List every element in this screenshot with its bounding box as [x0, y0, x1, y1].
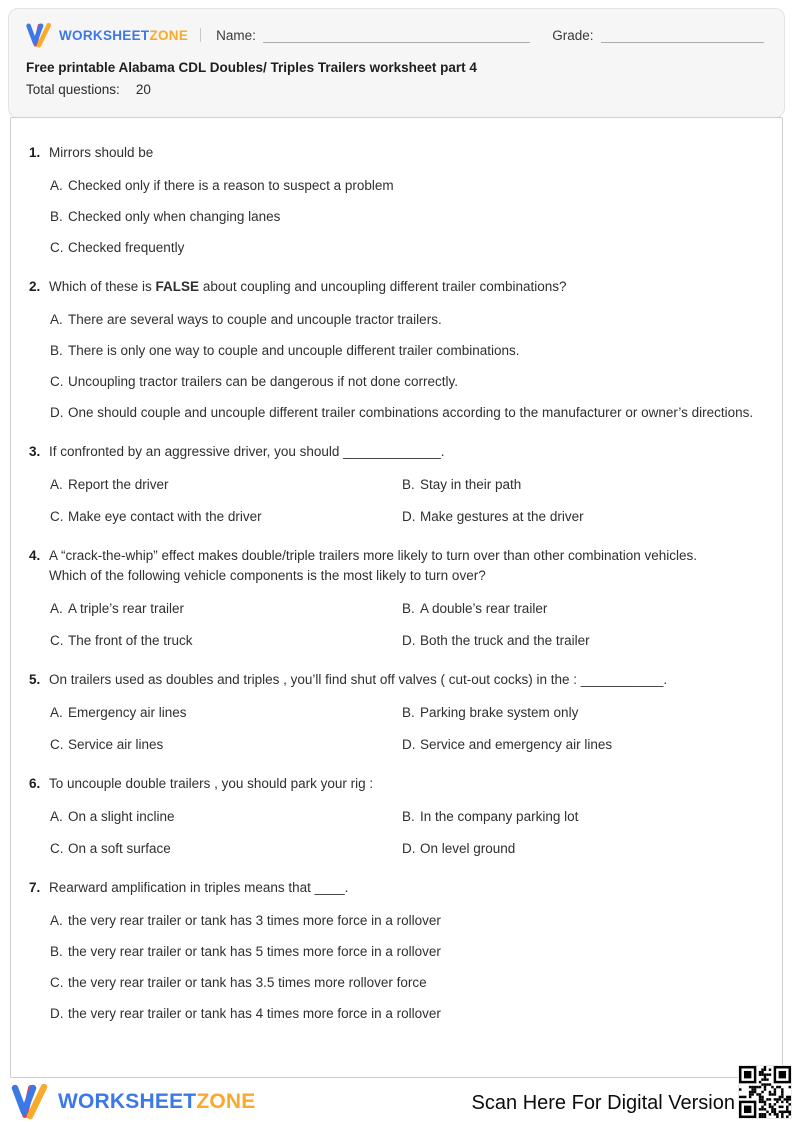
option-item	[402, 807, 764, 826]
header-card	[8, 8, 785, 118]
option-letter: D.	[402, 841, 416, 856]
option-text: A double’s rear trailer	[420, 601, 548, 616]
option-item	[50, 599, 402, 618]
option-letter: A.	[50, 477, 63, 492]
question-item	[29, 774, 764, 858]
option-text: Make eye contact with the driver	[68, 509, 262, 524]
option-item	[50, 238, 764, 257]
footer-logo-icon	[10, 1084, 50, 1120]
question-item	[29, 277, 764, 422]
option-item	[402, 703, 764, 722]
brand-worksheet-text: WORKSHEET	[58, 1090, 197, 1113]
option-item	[50, 475, 402, 494]
option-letter: B.	[50, 343, 63, 358]
options-list	[50, 807, 764, 858]
question-head	[29, 442, 764, 462]
total-questions	[26, 82, 764, 97]
option-text: There is only one way to couple and uncouple different trailer combinations.	[68, 343, 520, 358]
option-item	[50, 372, 764, 391]
question-text: A “crack-the-whip” effect makes double/triple trailers more likely to turn over than other combination vehicles. Which of the following vehicle components is the most likely to turn over?	[49, 548, 698, 583]
option-letter: B.	[402, 809, 415, 824]
question-item	[29, 442, 764, 526]
question-text: If confronted by an aggressive driver, you should _____________.	[49, 444, 445, 459]
options-list	[50, 475, 764, 526]
question-head	[29, 670, 764, 690]
question-number: 4.	[29, 548, 41, 563]
option-letter: D.	[402, 633, 416, 648]
option-item	[50, 507, 402, 526]
option-item	[50, 631, 402, 650]
brand-logo	[25, 23, 188, 48]
option-letter: B.	[50, 209, 63, 224]
option-text: the very rear trailer or tank has 3.5 times more rollover force	[68, 975, 427, 990]
option-letter: C.	[50, 841, 64, 856]
footer-brand-wordmark	[58, 1090, 255, 1114]
option-text: There are several ways to couple and uncouple tractor trailers.	[68, 312, 442, 327]
question-number: 5.	[29, 672, 41, 687]
grade-label: Grade:	[552, 27, 594, 43]
option-letter: A.	[50, 705, 63, 720]
option-text: the very rear trailer or tank has 5 times more force in a rollover	[68, 944, 441, 959]
total-questions-label: Total questions:	[26, 82, 120, 97]
question-text: Which of these is FALSE about coupling and uncoupling different trailer combinations?	[49, 279, 567, 294]
option-item	[402, 599, 764, 618]
option-text: Parking brake system only	[420, 705, 579, 720]
option-letter: A.	[50, 809, 63, 824]
option-text: Both the truck and the trailer	[420, 633, 590, 648]
option-text: Make gestures at the driver	[420, 509, 584, 524]
option-text: Stay in their path	[420, 477, 522, 492]
option-letter: C.	[50, 633, 64, 648]
option-letter: A.	[50, 913, 63, 928]
option-item	[50, 207, 764, 226]
option-text: The front of the truck	[68, 633, 193, 648]
option-item	[50, 703, 402, 722]
question-text: Mirrors should be	[49, 145, 154, 160]
questions-panel	[10, 117, 783, 1078]
option-item	[50, 735, 402, 754]
brand-worksheet-text: WORKSHEET	[59, 27, 150, 43]
option-item	[402, 735, 764, 754]
option-item	[50, 911, 764, 930]
option-text: On a soft surface	[68, 841, 171, 856]
option-item	[50, 403, 764, 422]
option-text: One should couple and uncouple different trailer combinations according to the manufacturer or owner’s directions.	[68, 405, 754, 420]
option-text: A triple’s rear trailer	[68, 601, 185, 616]
option-text: the very rear trailer or tank has 4 times more force in a rollover	[68, 1006, 441, 1021]
question-number: 1.	[29, 145, 41, 160]
option-text: Checked frequently	[68, 240, 185, 255]
option-text: Service and emergency air lines	[420, 737, 613, 752]
options-list	[50, 911, 764, 1023]
option-item	[402, 475, 764, 494]
question-item	[29, 143, 764, 257]
question-head	[29, 143, 764, 163]
option-item	[402, 839, 764, 858]
option-letter: D.	[50, 1006, 64, 1021]
question-number: 3.	[29, 444, 41, 459]
worksheet-title: Free printable Alabama CDL Doubles/ Triples Trailers worksheet part 4	[26, 60, 477, 75]
option-letter: B.	[402, 477, 415, 492]
option-item	[402, 631, 764, 650]
brand-wordmark	[59, 28, 188, 43]
option-item	[50, 1004, 764, 1023]
header-row	[25, 23, 764, 47]
option-text: On a slight incline	[68, 809, 175, 824]
option-text: On level ground	[420, 841, 516, 856]
question-text: On trailers used as doubles and triples , you’ll find shut off valves ( cut-out cocks) in the : ___________.	[49, 672, 668, 687]
question-item	[29, 546, 764, 650]
option-text: Checked only when changing lanes	[68, 209, 281, 224]
options-list	[50, 599, 764, 650]
name-label: Name:	[216, 27, 256, 43]
option-text: Checked only if there is a reason to suspect a problem	[68, 178, 394, 193]
question-number: 6.	[29, 776, 41, 791]
qr-code	[739, 1066, 791, 1118]
option-text: Service air lines	[68, 737, 164, 752]
option-letter: C.	[50, 509, 64, 524]
option-letter: C.	[50, 374, 64, 389]
question-number: 7.	[29, 880, 41, 895]
question-head	[29, 277, 764, 297]
total-questions-value: 20	[135, 82, 151, 97]
question-head	[29, 878, 764, 898]
header-divider	[200, 28, 201, 42]
option-letter: A.	[50, 312, 63, 327]
option-item	[50, 807, 402, 826]
question-head	[29, 546, 764, 586]
option-text: Emergency air lines	[68, 705, 187, 720]
option-letter: B.	[50, 944, 63, 959]
question-text: Rearward amplification in triples means that ____.	[49, 880, 349, 895]
option-item	[50, 176, 764, 195]
brand-zone-text: ZONE	[196, 1090, 256, 1113]
option-letter: B.	[402, 601, 415, 616]
option-letter: C.	[50, 975, 64, 990]
option-letter: D.	[402, 737, 416, 752]
question-number: 2.	[29, 279, 41, 294]
option-letter: B.	[402, 705, 415, 720]
option-item	[50, 839, 402, 858]
option-text: Uncoupling tractor trailers can be dangerous if not done correctly.	[68, 374, 458, 389]
option-item	[50, 973, 764, 992]
option-text: the very rear trailer or tank has 3 times more force in a rollover	[68, 913, 441, 928]
option-item	[402, 507, 764, 526]
option-letter: A.	[50, 178, 63, 193]
option-letter: D.	[50, 405, 64, 420]
scan-here-text: Scan Here For Digital Version	[471, 1092, 735, 1114]
option-item	[50, 942, 764, 961]
question-item	[29, 670, 764, 754]
brand-zone-text: ZONE	[149, 27, 189, 43]
question-head	[29, 774, 764, 794]
name-field-line[interactable]	[263, 28, 530, 43]
option-letter: C.	[50, 737, 64, 752]
option-text: In the company parking lot	[420, 809, 579, 824]
question-item	[29, 878, 764, 1023]
option-letter: D.	[402, 509, 416, 524]
brand-logo-icon	[25, 23, 53, 48]
options-list	[50, 703, 764, 754]
question-text: To uncouple double trailers , you should park your rig :	[49, 776, 374, 791]
options-list	[50, 176, 764, 257]
grade-field-line[interactable]	[601, 28, 764, 43]
option-text: Report the driver	[68, 477, 169, 492]
option-item	[50, 310, 764, 329]
option-item	[50, 341, 764, 360]
footer-logo	[10, 1084, 255, 1120]
option-letter: C.	[50, 240, 64, 255]
options-list	[50, 310, 764, 422]
option-letter: A.	[50, 601, 63, 616]
